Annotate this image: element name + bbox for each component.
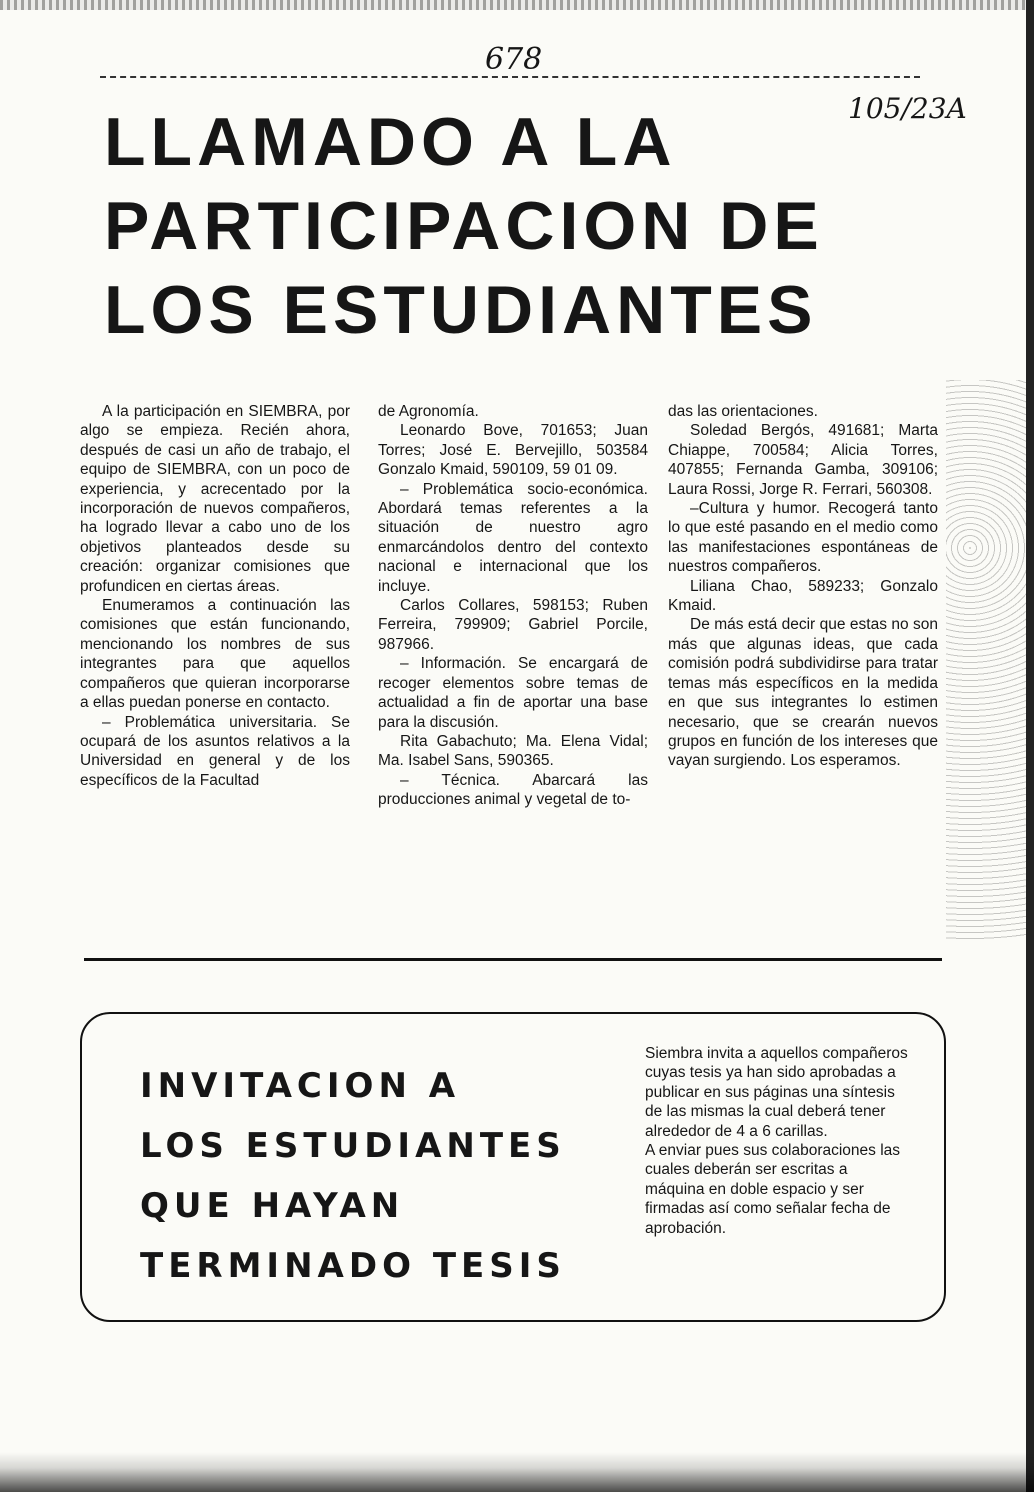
invitation-text bbox=[645, 1044, 910, 1238]
paragraph: Rita Gabachuto; Ma. Elena Vidal; Ma. Isabel Sans, 590365. bbox=[378, 732, 648, 770]
paragraph: Leonardo Bove, 701653; Juan Torres; José E. Bervejillo, 503584 Gonzalo Kmaid, 590109, 59 01 09. bbox=[378, 422, 648, 479]
scan-edge-right bbox=[1026, 0, 1034, 1492]
paragraph: A la participación en SIEMBRA, por algo se empieza. Recién ahora, después de casi un año de trabajo, el equipo de SIEMBRA, con un poco de experiencia, y acrecentado por la incorporación de nuevos compañeros, ha logrado llevar a cabo uno de los objetivos planteados desde su creación: organizar comisiones que profundicen en ciertas áreas. bbox=[80, 403, 350, 595]
invitation-title-line-4: TERMINADO TESIS bbox=[140, 1246, 566, 1286]
invitation-title-line-1: INVITACION A bbox=[140, 1066, 461, 1106]
invitation-title bbox=[140, 1056, 566, 1296]
paragraph: Soledad Bergós, 491681; Marta Chiappe, 700584; Alicia Torres, 407855; Fernanda Gamba, 309106; Laura Rossi, Jorge R. Ferrari, 560308. bbox=[668, 422, 938, 498]
paragraph: – Problemática socio-económica. Abordará temas referentes a la situación de nuestro agro enmarcándolos dentro del contexto nacional e internacional que los incluye. bbox=[378, 480, 648, 595]
paragraph: das las orientaciones. bbox=[668, 403, 818, 420]
paragraph: Carlos Collares, 598153; Ruben Ferreira, 799909; Gabriel Porcile, 987966. bbox=[378, 597, 648, 653]
paragraph: de Agronomía. bbox=[378, 403, 479, 420]
paragraph: Liliana Chao, 589233; Gonzalo Kmaid. bbox=[668, 577, 938, 615]
paragraph: – Información. Se encargará de recoger elementos sobre temas de actualidad a fin de aportar una base para la discusión. bbox=[378, 655, 648, 731]
article-column-2 bbox=[378, 402, 648, 810]
article-column-3 bbox=[668, 402, 938, 771]
invitation-title-line-3: QUE HAYAN bbox=[140, 1186, 405, 1226]
headline-line-2: PARTICIPACION DE bbox=[104, 188, 824, 264]
paragraph: – Problemática universitaria. Se ocupará de los asuntos relativos a la Universidad en general y de los específicos de la Facultad bbox=[80, 713, 350, 789]
section-divider bbox=[84, 958, 942, 961]
scan-edge-bottom bbox=[0, 1452, 1034, 1492]
paragraph: De más está decir que estas no son más que algunas ideas, que cada comisión podrá subdividirse para tratar temas más específicos en la medida en que sus integrantes lo estimen necesario, que se crearán nuevos grupos en función de los intereses que vayan surgiendo. Los esperamos. bbox=[668, 616, 938, 770]
paragraph: – Técnica. Abarcará las producciones animal y vegetal de to- bbox=[378, 771, 648, 809]
headline-line-3: LOS ESTUDIANTES bbox=[104, 272, 818, 348]
headline-line-1: LLAMADO A LA bbox=[104, 104, 677, 180]
handwritten-reference: 105/23A bbox=[848, 92, 967, 125]
paragraph: –Cultura y humor. Recogerá tanto lo que esté pasando en el medio como las manifestaciones espontáneas de nuestros compañeros. bbox=[668, 500, 938, 576]
paragraph: A enviar pues sus colaboraciones las cuales deberán ser escritas a máquina en doble espacio y ser firmadas así como señalar fecha de aprobación. bbox=[645, 1142, 901, 1237]
handwritten-number: 678 bbox=[485, 42, 543, 77]
headline bbox=[104, 100, 824, 352]
scan-edge-top bbox=[0, 0, 1034, 10]
paragraph: Siembra invita a aquellos compañeros cuyas tesis ya han sido aprobadas a publicar en sus páginas una síntesis de las mismas la cual deberá tener alrededor de 4 a 6 carillas. bbox=[645, 1045, 908, 1140]
article-column-1 bbox=[80, 402, 350, 790]
invitation-title-line-2: LOS ESTUDIANTES bbox=[140, 1126, 566, 1166]
paragraph: Enumeramos a continuación las comisiones que están funcionando, mencionando los nombres de sus integrantes para que aquellos compañeros que quieran incorporarse a ellas puedan ponerse en contacto. bbox=[80, 597, 350, 712]
scan-speckle bbox=[946, 380, 1026, 940]
